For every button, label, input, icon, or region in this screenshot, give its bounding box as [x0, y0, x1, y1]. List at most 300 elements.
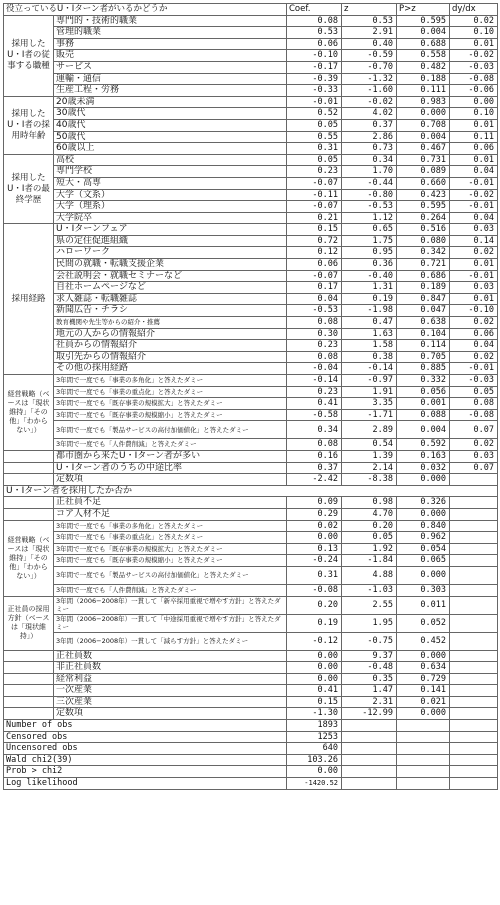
z-cell: 2.31 [342, 696, 397, 708]
table-row [4, 247, 498, 259]
table-row [4, 614, 498, 632]
variable-label: 都市圏から来たU・Iターン者が多い [54, 450, 287, 462]
p-cell: 0.189 [397, 282, 450, 294]
coef-cell: -0.14 [287, 375, 342, 387]
variable-label: 一次産業 [54, 685, 287, 697]
table-row [4, 450, 498, 462]
header-dydx: dy/dx [450, 4, 498, 16]
group-label: 採用経路 [4, 224, 54, 375]
coef-cell: 0.06 [287, 38, 342, 50]
z-cell: -0.14 [342, 363, 397, 375]
z-cell: -0.48 [342, 662, 397, 674]
empty-cell [342, 766, 397, 778]
coef-cell: 0.72 [287, 235, 342, 247]
z-cell: 0.20 [342, 520, 397, 532]
coef-cell: 0.05 [287, 119, 342, 131]
empty-cell [342, 720, 397, 732]
variable-label: 教育機関や先生等からの紹介・推薦 [54, 317, 287, 329]
empty-dydx-cell [450, 596, 498, 614]
table-body [4, 4, 498, 790]
p-cell: 0.000 [397, 474, 450, 486]
table-row [4, 235, 498, 247]
variable-label: 非正社員数 [54, 662, 287, 674]
empty-group-cell [4, 650, 54, 662]
p-cell: 0.423 [397, 189, 450, 201]
z-cell: 0.19 [342, 293, 397, 305]
empty-dydx-cell [450, 708, 498, 720]
empty-group-cell [4, 673, 54, 685]
coef-cell: 0.53 [287, 27, 342, 39]
coef-cell: -0.08 [287, 584, 342, 596]
table-row [4, 282, 498, 294]
coef-cell: 0.00 [287, 673, 342, 685]
p-cell: 0.516 [397, 224, 450, 236]
p-cell: 0.104 [397, 328, 450, 340]
group-label: 経営戦略（ベースは「現状維持」「その他」「わからない」） [4, 375, 54, 451]
dydx-cell: 0.01 [450, 119, 498, 131]
z-cell: 0.37 [342, 119, 397, 131]
dydx-cell: 0.07 [450, 421, 498, 439]
coef-cell: -0.11 [287, 189, 342, 201]
stat-value: 103.26 [287, 754, 342, 766]
empty-group-cell [4, 508, 54, 520]
coef-cell: 0.08 [287, 15, 342, 27]
z-cell: -0.59 [342, 50, 397, 62]
empty-dydx-cell [450, 532, 498, 544]
p-cell: 0.342 [397, 247, 450, 259]
p-cell: 0.264 [397, 212, 450, 224]
table-row [4, 212, 498, 224]
coef-cell: 0.41 [287, 398, 342, 410]
variable-label: 大学院卒 [54, 212, 287, 224]
dydx-cell: 0.10 [450, 108, 498, 120]
stat-label: Prob > chi2 [4, 766, 287, 778]
z-cell: -0.75 [342, 632, 397, 650]
empty-cell [450, 743, 498, 755]
coef-cell: 0.00 [287, 532, 342, 544]
empty-cell [397, 754, 450, 766]
coef-cell: 0.04 [287, 293, 342, 305]
p-cell: 0.188 [397, 73, 450, 85]
p-cell: 0.983 [397, 96, 450, 108]
table-row [4, 543, 498, 555]
dydx-cell: 0.06 [450, 143, 498, 155]
z-cell: 2.89 [342, 421, 397, 439]
dydx-cell: -0.02 [450, 50, 498, 62]
empty-cell [450, 778, 498, 790]
p-cell: 0.047 [397, 305, 450, 317]
dydx-cell: 0.00 [450, 96, 498, 108]
dydx-cell: -0.10 [450, 305, 498, 317]
empty-cell [397, 731, 450, 743]
table-row [4, 177, 498, 189]
z-cell: 0.05 [342, 532, 397, 544]
coef-cell: -0.33 [287, 85, 342, 97]
p-cell: 0.056 [397, 386, 450, 398]
variable-label: 大学（文系） [54, 189, 287, 201]
dydx-cell: 0.02 [450, 317, 498, 329]
coef-cell: 0.37 [287, 462, 342, 474]
empty-cell [450, 766, 498, 778]
coef-cell: 0.15 [287, 696, 342, 708]
z-cell: 0.35 [342, 673, 397, 685]
empty-dydx-cell [450, 685, 498, 697]
dydx-cell: 0.04 [450, 212, 498, 224]
table-row [4, 462, 498, 474]
dydx-cell: 0.11 [450, 131, 498, 143]
empty-dydx-cell [450, 508, 498, 520]
coef-cell: -0.07 [287, 270, 342, 282]
variable-label: 3年間（2006−2008年）一貫して「新卒採用重視で増やす方針」と答えたダミー [54, 596, 287, 614]
table-row [4, 566, 498, 584]
coef-cell: 0.31 [287, 143, 342, 155]
coef-cell: -0.24 [287, 555, 342, 567]
table-row [4, 696, 498, 708]
empty-dydx-cell [450, 662, 498, 674]
empty-dydx-cell [450, 543, 498, 555]
empty-cell [450, 754, 498, 766]
p-cell: 0.052 [397, 614, 450, 632]
stat-value: 1253 [287, 731, 342, 743]
coef-cell: 0.08 [287, 351, 342, 363]
variable-label: 定数項 [54, 474, 287, 486]
empty-dydx-cell [450, 584, 498, 596]
coef-cell: -0.04 [287, 363, 342, 375]
coef-cell: 0.29 [287, 508, 342, 520]
coef-cell: -2.42 [287, 474, 342, 486]
group-label: 正社員の採用方針（ベースは「現状維持」） [4, 596, 54, 650]
z-cell: -1.71 [342, 409, 397, 421]
empty-cell [342, 731, 397, 743]
p-cell: 0.065 [397, 555, 450, 567]
coef-cell: 0.21 [287, 212, 342, 224]
coef-cell: 0.00 [287, 662, 342, 674]
stat-row [4, 766, 498, 778]
table-row [4, 154, 498, 166]
coef-cell: -0.07 [287, 177, 342, 189]
dydx-cell: -0.01 [450, 177, 498, 189]
table-row [4, 119, 498, 131]
variable-label: 3年間で一度でも「事業の重点化」と答えたダミー [54, 532, 287, 544]
table-row [4, 38, 498, 50]
coef-cell: 0.19 [287, 614, 342, 632]
p-cell: 0.000 [397, 650, 450, 662]
empty-group-cell [4, 450, 54, 462]
z-cell: -0.40 [342, 270, 397, 282]
table-row [4, 555, 498, 567]
variable-label: 求人雑誌・転職雑誌 [54, 293, 287, 305]
coef-cell: 0.00 [287, 650, 342, 662]
dydx-cell: 0.01 [450, 38, 498, 50]
dydx-cell: 0.02 [450, 351, 498, 363]
coef-cell: -0.53 [287, 305, 342, 317]
z-cell: -0.97 [342, 375, 397, 387]
variable-label: 販売 [54, 50, 287, 62]
dydx-cell: -0.02 [450, 189, 498, 201]
p-cell: 0.688 [397, 38, 450, 50]
variable-label: 社員からの情報紹介 [54, 340, 287, 352]
empty-dydx-cell [450, 673, 498, 685]
table-row [4, 363, 498, 375]
coef-cell: 0.23 [287, 166, 342, 178]
dydx-cell: 0.14 [450, 235, 498, 247]
dydx-cell: -0.08 [450, 73, 498, 85]
table-row [4, 340, 498, 352]
coef-cell: 0.30 [287, 328, 342, 340]
p-cell: 0.088 [397, 409, 450, 421]
variable-label: 民間の就職・転職支援企業 [54, 259, 287, 271]
table-row [4, 708, 498, 720]
z-cell: 0.40 [342, 38, 397, 50]
table-row [4, 328, 498, 340]
variable-label: 短大・高専 [54, 177, 287, 189]
variable-label: 生産工程・労務 [54, 85, 287, 97]
table-row [4, 189, 498, 201]
coef-cell: 0.12 [287, 247, 342, 259]
coef-cell: 0.23 [287, 386, 342, 398]
variable-label: 3年間で一度でも「既存事業の規模拡大」と答えたダミー [54, 543, 287, 555]
p-cell: 0.114 [397, 340, 450, 352]
empty-group-cell [4, 662, 54, 674]
dydx-cell: 0.01 [450, 293, 498, 305]
coef-cell: 0.31 [287, 566, 342, 584]
variable-label: 3年間で一度でも「事業の重点化」と答えたダミー [54, 386, 287, 398]
p-cell: 0.054 [397, 543, 450, 555]
variable-label: 3年間で一度でも「人件費削減」と答えたダミー [54, 584, 287, 596]
p-cell: 0.080 [397, 235, 450, 247]
table-row [4, 85, 498, 97]
z-cell: -1.60 [342, 85, 397, 97]
table-row [4, 409, 498, 421]
empty-group-cell [4, 474, 54, 486]
dydx-cell: 0.03 [450, 450, 498, 462]
coef-cell: 0.02 [287, 520, 342, 532]
dydx-cell: -0.08 [450, 409, 498, 421]
table-row [4, 351, 498, 363]
z-cell: -12.99 [342, 708, 397, 720]
p-cell: 0.303 [397, 584, 450, 596]
dydx-cell: -0.01 [450, 270, 498, 282]
p-cell: 0.731 [397, 154, 450, 166]
table-row [4, 201, 498, 213]
variable-label: 3年間で一度でも「製品サービスの高付加価値化」と答えたダミー [54, 566, 287, 584]
empty-cell [342, 743, 397, 755]
variable-label: 正社員不足 [54, 497, 287, 509]
table-row [4, 685, 498, 697]
table-row [4, 474, 498, 486]
p-cell: 0.592 [397, 439, 450, 451]
table-row [4, 270, 498, 282]
variable-label: 3年間で一度でも「事業の多角化」と答えたダミー [54, 375, 287, 387]
p-cell: 0.001 [397, 398, 450, 410]
dydx-cell: 0.08 [450, 398, 498, 410]
empty-cell [450, 731, 498, 743]
p-cell: 0.558 [397, 50, 450, 62]
p-cell: 0.729 [397, 673, 450, 685]
z-cell: 1.63 [342, 328, 397, 340]
p-cell: 0.482 [397, 61, 450, 73]
z-cell: 0.47 [342, 317, 397, 329]
table-row [4, 317, 498, 329]
dydx-cell: 0.07 [450, 462, 498, 474]
table-row [4, 15, 498, 27]
coef-cell: -0.07 [287, 201, 342, 213]
group-label: 経営戦略（ベースは「現状維持」「その他」「わからない」） [4, 520, 54, 596]
variable-label: 自社ホームページなど [54, 282, 287, 294]
coef-cell: -0.01 [287, 96, 342, 108]
z-cell: -0.53 [342, 201, 397, 213]
table-row [4, 520, 498, 532]
header-question: 役立っているU・Iターン者がいるかどうか [4, 4, 287, 16]
p-cell: 0.595 [397, 15, 450, 27]
empty-dydx-cell [450, 696, 498, 708]
p-cell: 0.141 [397, 685, 450, 697]
variable-label: 運輸・通信 [54, 73, 287, 85]
z-cell: 4.02 [342, 108, 397, 120]
coef-cell: 0.41 [287, 685, 342, 697]
p-cell: 0.089 [397, 166, 450, 178]
z-cell: 2.55 [342, 596, 397, 614]
coef-cell: 0.20 [287, 596, 342, 614]
header-p: P>z [397, 4, 450, 16]
variable-label: 3年間で一度でも「人件費削減」と答えたダミー [54, 439, 287, 451]
dydx-cell: 0.01 [450, 154, 498, 166]
table-row [4, 224, 498, 236]
table-row [4, 61, 498, 73]
group-label: 採用したU・I者の従事する職種 [4, 15, 54, 96]
p-cell: 0.885 [397, 363, 450, 375]
empty-dydx-cell [450, 650, 498, 662]
stat-label: Number of obs [4, 720, 287, 732]
variable-label: 3年間で一度でも「既存事業の規模拡大」と答えたダミー [54, 398, 287, 410]
empty-group-cell [4, 708, 54, 720]
p-cell: 0.705 [397, 351, 450, 363]
p-cell: 0.452 [397, 632, 450, 650]
dydx-cell: 0.10 [450, 27, 498, 39]
p-cell: 0.000 [397, 708, 450, 720]
p-cell: 0.011 [397, 596, 450, 614]
p-cell: 0.000 [397, 508, 450, 520]
dydx-cell: 0.06 [450, 328, 498, 340]
table-row [4, 650, 498, 662]
group-label: 採用したU・I者の最終学歴 [4, 154, 54, 224]
z-cell: 1.39 [342, 450, 397, 462]
variable-label: 3年間で一度でも「事業の多角化」と答えたダミー [54, 520, 287, 532]
p-cell: 0.660 [397, 177, 450, 189]
empty-dydx-cell [450, 520, 498, 532]
p-cell: 0.840 [397, 520, 450, 532]
variable-label: 事務 [54, 38, 287, 50]
p-cell: 0.708 [397, 119, 450, 131]
table-row [4, 673, 498, 685]
coef-cell: 0.09 [287, 497, 342, 509]
p-cell: 0.634 [397, 662, 450, 674]
table-row [4, 96, 498, 108]
z-cell: 1.91 [342, 386, 397, 398]
variable-label: 管理的職業 [54, 27, 287, 39]
z-cell: 0.34 [342, 154, 397, 166]
coef-cell: 0.17 [287, 282, 342, 294]
z-cell: 2.86 [342, 131, 397, 143]
dydx-cell: -0.03 [450, 375, 498, 387]
variable-label: 正社員数 [54, 650, 287, 662]
stat-value: -1420.52 [287, 778, 342, 790]
table-row [4, 662, 498, 674]
z-cell: 1.92 [342, 543, 397, 555]
variable-label: 40歳代 [54, 119, 287, 131]
stat-row [4, 720, 498, 732]
p-cell: 0.111 [397, 85, 450, 97]
stat-label: Log likelihood [4, 778, 287, 790]
variable-label: U・Iターンフェア [54, 224, 287, 236]
variable-label: 3年間（2006−2008年）一貫して「中途採用重視で増やす方針」と答えたダミー [54, 614, 287, 632]
dydx-cell: 0.04 [450, 166, 498, 178]
table-row [4, 584, 498, 596]
variable-label: 経常利益 [54, 673, 287, 685]
empty-cell [342, 778, 397, 790]
section-title-row [4, 485, 498, 497]
stat-row [4, 754, 498, 766]
z-cell: -1.84 [342, 555, 397, 567]
empty-dydx-cell [450, 614, 498, 632]
dydx-cell: 0.02 [450, 439, 498, 451]
section2-title: U・Iターン者を採用したか否か [4, 485, 498, 497]
empty-dydx-cell [450, 632, 498, 650]
p-cell: 0.847 [397, 293, 450, 305]
dydx-cell: 0.01 [450, 259, 498, 271]
z-cell: -1.98 [342, 305, 397, 317]
coef-cell: 0.08 [287, 439, 342, 451]
variable-label: 3年間で一度でも「製品サービスの高付加価値化」と答えたダミー [54, 421, 287, 439]
dydx-cell: -0.03 [450, 61, 498, 73]
stat-value: 640 [287, 743, 342, 755]
stat-row [4, 778, 498, 790]
variable-label: 会社説明会・就職セミナーなど [54, 270, 287, 282]
table-row [4, 143, 498, 155]
table-row [4, 508, 498, 520]
stat-row [4, 743, 498, 755]
p-cell: 0.595 [397, 201, 450, 213]
empty-group-cell [4, 497, 54, 509]
dydx-cell: 0.05 [450, 386, 498, 398]
table-row [4, 596, 498, 614]
variable-label: U・Iターン者のうちの中途比率 [54, 462, 287, 474]
z-cell: -8.38 [342, 474, 397, 486]
z-cell: 1.75 [342, 235, 397, 247]
variable-label: 20歳未満 [54, 96, 287, 108]
group-label: 採用したU・I者の採用時年齢 [4, 96, 54, 154]
empty-group-cell [4, 462, 54, 474]
coef-cell: 0.05 [287, 154, 342, 166]
coef-cell: -0.10 [287, 50, 342, 62]
p-cell: 0.686 [397, 270, 450, 282]
coef-cell: -0.12 [287, 632, 342, 650]
p-cell: 0.000 [397, 566, 450, 584]
z-cell: 9.37 [342, 650, 397, 662]
p-cell: 0.004 [397, 421, 450, 439]
p-cell: 0.021 [397, 696, 450, 708]
dydx-cell: 0.03 [450, 224, 498, 236]
table-row [4, 27, 498, 39]
table-row [4, 108, 498, 120]
z-cell: 2.91 [342, 27, 397, 39]
variable-label: 三次産業 [54, 696, 287, 708]
z-cell: 0.65 [342, 224, 397, 236]
coef-cell: 0.13 [287, 543, 342, 555]
z-cell: 1.47 [342, 685, 397, 697]
z-cell: 0.54 [342, 439, 397, 451]
dydx-cell: 0.02 [450, 247, 498, 259]
